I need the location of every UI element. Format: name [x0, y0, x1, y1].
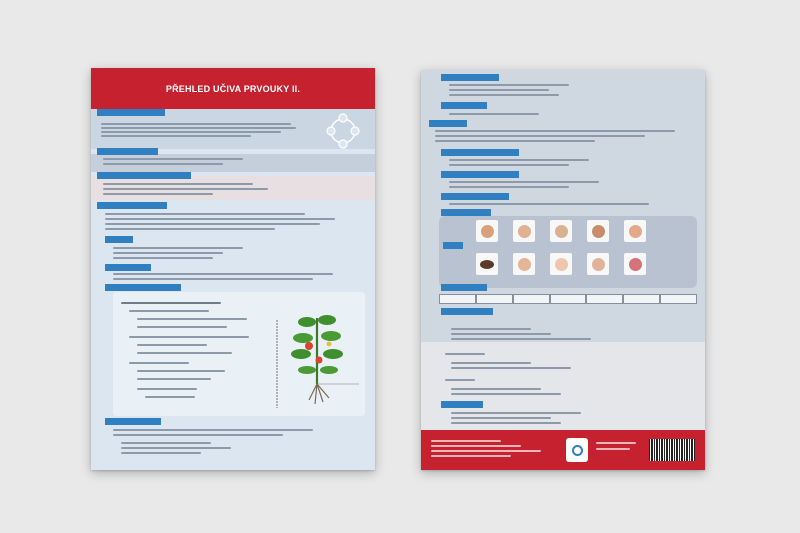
text-line: [103, 163, 223, 165]
eye-icon: [476, 253, 498, 275]
text-line: [435, 135, 645, 137]
text-line: [445, 353, 485, 355]
thumb-2: [513, 220, 535, 242]
table-cell: [660, 294, 697, 304]
section-tag: [441, 209, 491, 216]
section-tag: [441, 149, 519, 156]
text-line: [451, 422, 561, 424]
text-line: [435, 140, 595, 142]
section-tag: [105, 284, 181, 291]
text-line: [451, 333, 551, 335]
text-line: [103, 183, 253, 185]
text-line: [105, 218, 335, 220]
text-line: [145, 396, 195, 398]
table-cell: [439, 294, 476, 304]
text-line: [113, 434, 283, 436]
text-line: [435, 130, 675, 132]
text-line: [129, 362, 189, 364]
thumb-4: [587, 220, 609, 242]
cycle-diagram-icon: [319, 110, 367, 152]
text-line: [113, 429, 313, 431]
section-tag: [105, 418, 161, 425]
text-line: [449, 94, 559, 96]
text-line: [137, 370, 225, 372]
text-line: [101, 127, 296, 129]
text-line: [137, 378, 211, 380]
table-cell: [513, 294, 550, 304]
text-line: [451, 367, 571, 369]
barcode-icon: [649, 439, 695, 461]
text-line: [121, 452, 201, 454]
footer-bar: [421, 430, 705, 470]
text-line: [101, 131, 281, 133]
text-line: [105, 228, 275, 230]
text-line: [445, 379, 475, 381]
text-line: [596, 448, 630, 450]
section-tag: [441, 102, 487, 109]
text-line: [129, 336, 249, 338]
text-line: [113, 257, 213, 259]
text-line: [105, 213, 305, 215]
section-tag: [441, 284, 487, 291]
text-line: [101, 123, 291, 125]
right-worksheet: [421, 70, 705, 470]
text-line: [137, 388, 197, 390]
publisher-logo: [566, 438, 588, 462]
tomato-plant-icon: [269, 300, 365, 416]
section-tag: [441, 401, 483, 408]
section-tag: [97, 148, 158, 155]
text-line: [121, 442, 211, 444]
text-line: [113, 278, 313, 280]
text-line: [451, 417, 551, 419]
text-line: [449, 203, 649, 205]
text-line: [451, 362, 531, 364]
text-line: [451, 412, 581, 414]
skin-icon: [550, 253, 572, 275]
text-line: [449, 181, 599, 183]
hand-icon: [587, 253, 609, 275]
table-cell: [623, 294, 660, 304]
section-tag: [97, 172, 191, 179]
text-line: [103, 158, 243, 160]
text-line: [449, 84, 569, 86]
table-cell: [476, 294, 513, 304]
text-line: [137, 318, 247, 320]
text-line: [449, 113, 539, 115]
section-tag: [441, 193, 509, 200]
section-tag: [429, 120, 467, 127]
section-tag: [105, 264, 151, 271]
section-tag: [443, 242, 463, 249]
text-line: [451, 388, 541, 390]
section-tag: [105, 236, 133, 243]
text-line: [431, 450, 541, 452]
text-line: [451, 393, 561, 395]
text-line: [137, 344, 207, 346]
section-tag: [441, 308, 493, 315]
ear-icon: [513, 253, 535, 275]
left-title: PŘEHLED UČIVA PRVOUKY II.: [165, 83, 301, 94]
text-line: [113, 273, 333, 275]
text-line: [101, 135, 251, 137]
left-worksheet: [91, 68, 375, 470]
text-line: [449, 159, 589, 161]
text-line: [449, 89, 549, 91]
text-line: [113, 252, 223, 254]
table-cell: [586, 294, 623, 304]
section-tag: [441, 74, 499, 81]
text-line: [431, 455, 511, 457]
text-line: [451, 328, 531, 330]
text-line: [113, 247, 243, 249]
text-line: [121, 302, 221, 304]
text-line: [129, 310, 209, 312]
tongue-icon: [624, 253, 646, 275]
text-line: [596, 442, 636, 444]
text-line: [449, 186, 569, 188]
section-tag: [441, 171, 519, 178]
text-line: [103, 188, 268, 190]
left-title-banner: [91, 68, 375, 109]
text-line: [431, 440, 501, 442]
table-cell: [550, 294, 587, 304]
text-line: [451, 338, 591, 340]
section-tag: [97, 109, 165, 116]
thumb-3: [550, 220, 572, 242]
thumb-1: [476, 220, 498, 242]
thumb-5: [624, 220, 646, 242]
text-line: [431, 445, 521, 447]
text-line: [137, 326, 227, 328]
senses-table: [439, 294, 697, 304]
text-line: [121, 447, 231, 449]
section-tag: [97, 202, 167, 209]
text-line: [137, 352, 232, 354]
text-line: [449, 164, 569, 166]
text-line: [103, 193, 213, 195]
text-line: [105, 223, 320, 225]
